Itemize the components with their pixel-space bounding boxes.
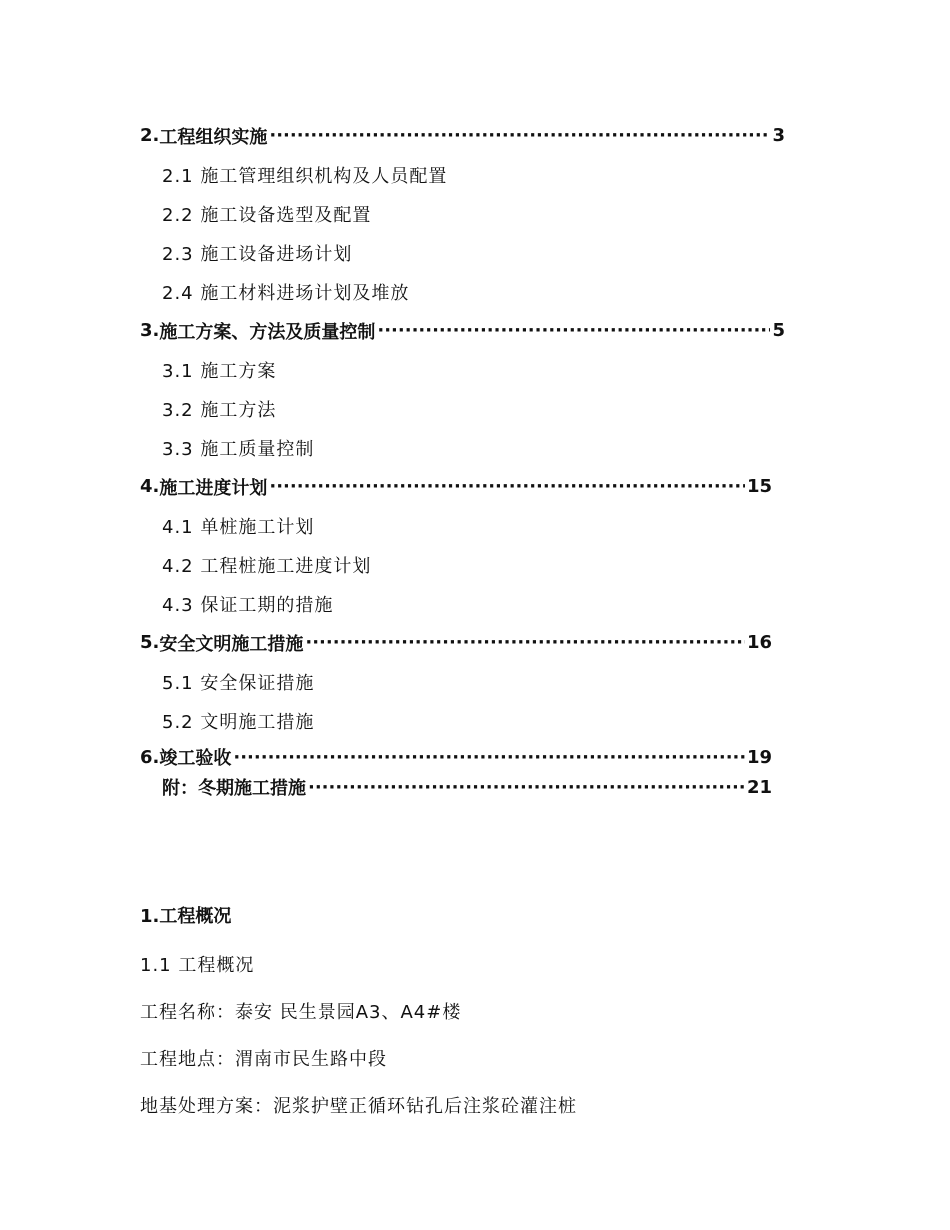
toc-section-number: 4. — [140, 476, 160, 497]
project-name-line: 工程名称：泰安 民生景园A3、A4#楼 — [140, 1001, 462, 1023]
toc-section[interactable] — [140, 740, 772, 774]
section-heading: 1.工程概况 — [140, 906, 232, 927]
subsection-heading: 1.1 工程概况 — [140, 954, 255, 976]
toc-leader-dots — [377, 320, 770, 341]
toc-subsection[interactable]: 5.2 文明施工措施 — [162, 711, 315, 733]
toc-leader-dots — [269, 476, 745, 497]
toc-section[interactable] — [140, 623, 772, 662]
toc-leader-dots — [269, 125, 770, 146]
toc-subsection[interactable]: 4.1 单桩施工计划 — [162, 516, 315, 538]
toc-page-number: 21 — [746, 776, 772, 798]
toc-subsection[interactable]: 2.2 施工设备选型及配置 — [162, 204, 372, 226]
toc-subsection[interactable]: 2.4 施工材料进场计划及堆放 — [162, 282, 410, 304]
toc-section-number: 6. — [140, 746, 160, 768]
toc-page-number: 19 — [746, 746, 772, 768]
toc-section-title: 安全文明施工措施 — [159, 633, 304, 655]
toc-section-title: 施工方案、方法及质量控制 — [159, 321, 376, 343]
toc-section-title: 工程组织实施 — [159, 126, 268, 148]
toc-section-title: 施工进度计划 — [159, 477, 268, 499]
toc-section[interactable] — [140, 467, 772, 506]
toc-section[interactable] — [140, 116, 785, 155]
toc-subsection[interactable]: 3.3 施工质量控制 — [162, 438, 315, 460]
foundation-plan-line: 地基处理方案：泥浆护壁正循环钻孔后注浆砼灌注桩 — [140, 1095, 577, 1117]
toc-subsection[interactable]: 3.2 施工方法 — [162, 399, 277, 421]
toc-section-number: 3. — [140, 320, 160, 341]
toc-subsection[interactable]: 4.2 工程桩施工进度计划 — [162, 555, 372, 577]
toc-leader-dots — [233, 747, 745, 768]
toc-section-title: 竣工验收 — [159, 748, 232, 769]
toc-section-number: 5. — [140, 632, 160, 653]
project-location-line: 工程地点：渭南市民生路中段 — [140, 1048, 387, 1070]
toc-page-number: 15 — [746, 476, 772, 497]
toc-leader-dots — [308, 777, 745, 798]
toc-subsection[interactable]: 4.3 保证工期的措施 — [162, 594, 334, 616]
toc-subsection[interactable]: 2.3 施工设备进场计划 — [162, 243, 353, 265]
toc-page-number: 16 — [746, 632, 772, 653]
toc-section[interactable] — [140, 311, 785, 350]
toc-subsection[interactable]: 3.1 施工方案 — [162, 360, 277, 382]
table-of-contents — [140, 116, 785, 800]
toc-page-number: 3 — [772, 125, 785, 146]
toc-section-number: 2. — [140, 125, 160, 146]
toc-appendix[interactable] — [140, 774, 772, 800]
toc-leader-dots — [305, 632, 745, 653]
toc-subsection[interactable]: 5.1 安全保证措施 — [162, 672, 315, 694]
toc-appendix-title: 附：冬期施工措施 — [162, 778, 306, 799]
toc-page-number: 5 — [772, 320, 785, 341]
document-body — [140, 890, 840, 1128]
toc-subsection[interactable]: 2.1 施工管理组织机构及人员配置 — [162, 165, 448, 187]
